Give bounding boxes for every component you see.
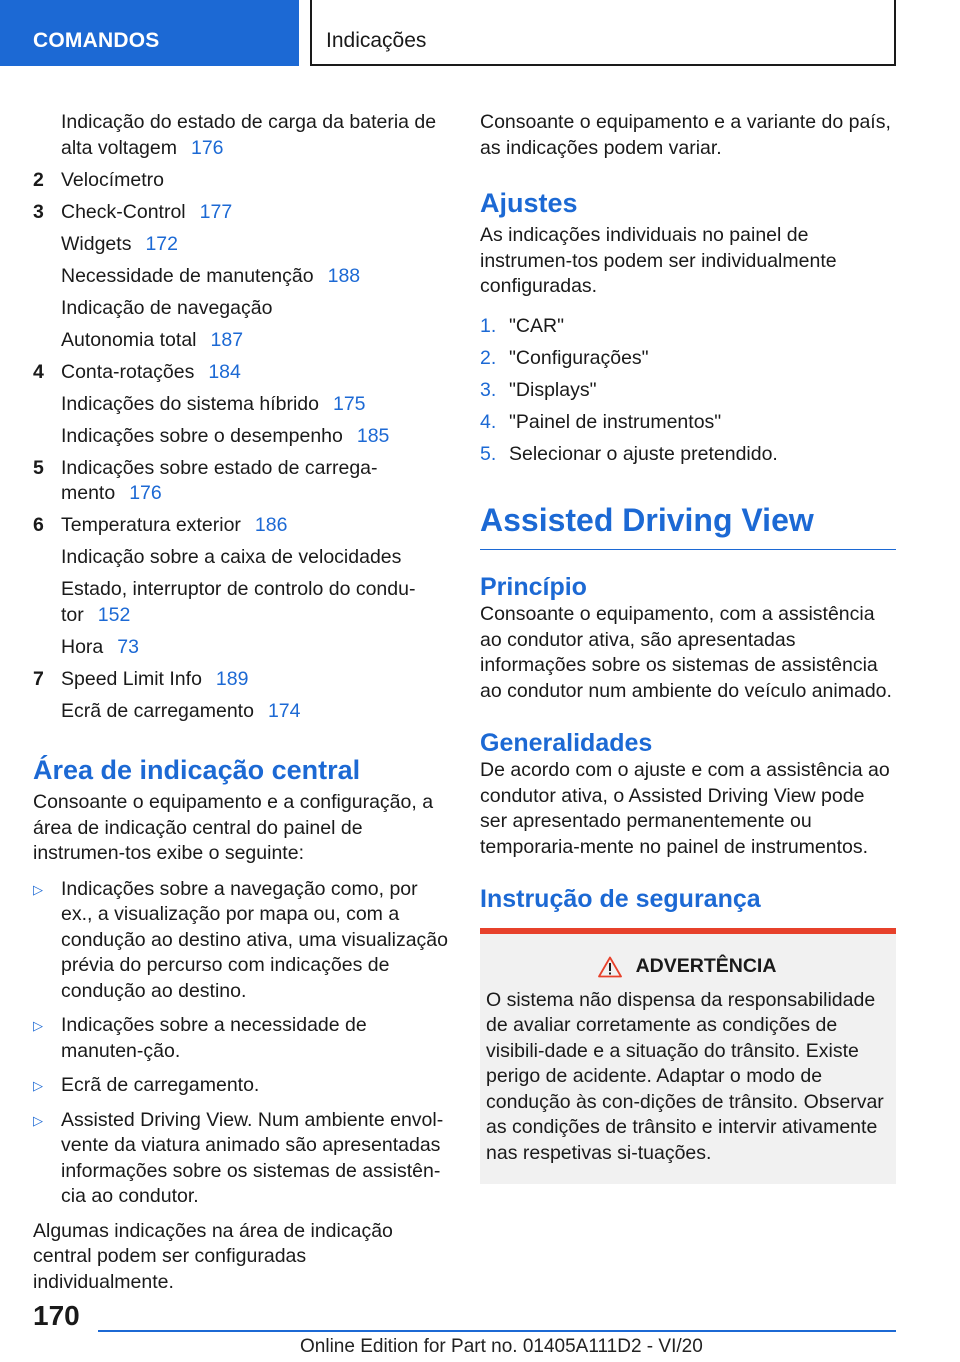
- triangle-bullet-icon: ▷: [33, 881, 43, 897]
- item-number: 4: [33, 360, 44, 383]
- generalidades-text: De acordo com o ajuste e com a assistência ao condutor ativa, o Assisted Driving View pode ser apresentado permanentemente ou temporaria-mente no painel de instrumentos.: [480, 759, 890, 858]
- step-text: "Painel de instrumentos": [509, 410, 722, 433]
- item-text: Check-Control: [61, 200, 186, 223]
- item-text: Velocímetro: [61, 168, 164, 191]
- page-ref-link[interactable]: 186: [254, 514, 288, 536]
- item-number: [33, 635, 61, 661]
- item-text: Speed Limit Info: [61, 667, 202, 690]
- page-ref-link[interactable]: 172: [145, 232, 178, 255]
- bullet-item: [33, 1013, 451, 1064]
- step-text: Selecionar o ajuste pretendido.: [509, 442, 778, 465]
- item-number: [33, 699, 61, 725]
- item-text-wrap: [61, 232, 451, 258]
- page-ref-link[interactable]: 73: [117, 635, 139, 658]
- item-number: [33, 545, 61, 571]
- central-area-heading: Área de indicação central: [33, 755, 361, 785]
- item-number: [33, 232, 61, 258]
- edition-text: Online Edition for Part no. 01405A111D2 - VI/20: [300, 1336, 703, 1357]
- triangle-bullet-icon: ▷: [33, 1018, 43, 1033]
- footer-divider: [98, 1330, 896, 1332]
- right-column: [480, 110, 896, 1184]
- item-text-wrap: [61, 200, 451, 226]
- principio-text: Consoante o equipamento, com a assistência ao condutor ativa, são apresentadas informações sobre os sistemas de assistência ao condutor num ambiente do veículo animado.: [480, 603, 892, 702]
- item-text: Necessidade de manutenção: [61, 264, 314, 287]
- step-item: [480, 346, 896, 372]
- item-text-wrap: [61, 577, 451, 628]
- item-number: [33, 424, 61, 450]
- item-text: Estado, interruptor de controlo do condu-tor: [61, 578, 416, 626]
- item-text-wrap: [61, 264, 451, 290]
- list-item: [33, 328, 451, 354]
- item-text-wrap: [61, 168, 451, 194]
- list-item: [33, 635, 451, 661]
- item-text: Indicação de navegação: [61, 296, 273, 319]
- page-ref-link[interactable]: 187: [210, 328, 244, 351]
- list-item: [33, 577, 451, 628]
- list-item: [33, 545, 451, 571]
- triangle-bullet-icon: ▷: [33, 1112, 43, 1128]
- generalidades-heading: Generalidades: [480, 729, 653, 757]
- item-number: 3: [33, 200, 44, 223]
- item-number: 6: [33, 514, 44, 536]
- item-number: 7: [33, 667, 44, 690]
- item-text: Indicações do sistema híbrido: [61, 392, 319, 415]
- list-item: [33, 232, 451, 258]
- page-ref-link[interactable]: 174: [267, 699, 301, 722]
- item-text: Indicação do estado de carga da bateria de alta voltagem: [61, 111, 437, 159]
- step-number: 4.: [480, 410, 497, 433]
- step-item: [480, 378, 896, 404]
- list-item: [33, 264, 451, 290]
- triangle-bullet-icon: ▷: [33, 1078, 43, 1093]
- step-text: "CAR": [509, 314, 565, 337]
- left-column: [33, 110, 451, 1295]
- item-number: 2: [33, 168, 44, 191]
- bullet-item: [33, 877, 451, 1005]
- item-text: Widgets: [61, 232, 132, 255]
- item-text-wrap: [61, 456, 451, 507]
- page-ref-link[interactable]: 184: [208, 360, 241, 383]
- step-text: "Displays": [509, 378, 597, 401]
- list-item: [33, 392, 451, 418]
- step-item: [480, 442, 896, 468]
- item-text-wrap: [61, 699, 451, 725]
- ajustes-text: As indicações individuais no painel de instrumen-tos podem ser individualmente configuradas.: [480, 224, 837, 297]
- step-item: [480, 410, 896, 436]
- bullet-text: Ecrã de carregamento.: [61, 1074, 260, 1096]
- variant-intro: Consoante o equipamento e a variante do país, as indicações podem variar.: [480, 111, 891, 159]
- item-text-wrap: [61, 328, 451, 354]
- item-number: [33, 296, 61, 322]
- warning-text: O sistema não dispensa da responsabilidade de avaliar corretamente as condições de visibili-dade e a situação do trânsito. Existe perigo de acidente. Adaptar o modo de condução às con-dições de trânsito. Observar as condições de trânsito e intervir ativamente nas respetivas si-tuações.: [486, 988, 884, 1164]
- item-text-wrap: [61, 392, 451, 418]
- item-text-wrap: [61, 635, 451, 661]
- item-text: Conta-rotações: [61, 360, 195, 383]
- central-area-intro: Consoante o equipamento e a configuração, a área de indicação central do painel de instrumen-tos exibe o seguinte:: [33, 791, 434, 864]
- indicator-list: [33, 110, 451, 724]
- page-ref-link[interactable]: 189: [215, 667, 249, 690]
- assisted-driving-view-heading: Assisted Driving View: [480, 501, 896, 550]
- item-text-wrap: [61, 513, 451, 539]
- item-number: [33, 577, 61, 628]
- item-text-wrap: [61, 667, 451, 693]
- seguranca-heading: Instrução de segurança: [480, 885, 761, 913]
- list-item: [33, 200, 451, 226]
- list-item: [33, 110, 451, 161]
- step-number: 3.: [480, 378, 497, 401]
- list-item: [33, 456, 451, 507]
- item-text: Indicações sobre o desempenho: [61, 424, 343, 447]
- item-text: Indicações sobre estado de carrega-mento: [61, 456, 378, 504]
- item-number: [33, 328, 61, 354]
- item-text-wrap: [61, 296, 451, 322]
- item-text: Indicação sobre a caixa de velocidades: [61, 546, 402, 568]
- page-ref-link[interactable]: 175: [332, 392, 366, 415]
- bullet-text: Indicações sobre a navegação como, por ex., a visualização por mapa ou, com a condução ao destino ativa, uma visualização prévia do percurso com indicações de condução ao destino.: [61, 877, 448, 1002]
- list-item: [33, 699, 451, 725]
- page-ref-link[interactable]: 176: [129, 482, 162, 504]
- warning-label: ADVERTÊNCIA: [635, 955, 777, 977]
- central-area-bullets: [33, 877, 451, 1210]
- warning-header: [486, 954, 888, 980]
- list-item: [33, 667, 451, 693]
- page-ref-link[interactable]: 177: [199, 200, 233, 223]
- bullet-text: Assisted Driving View. Num ambiente envol-vente da viatura animado são apresentadas informações sobre os sistemas de assistên-cia ao condutor.: [61, 1108, 444, 1207]
- item-number: [33, 264, 61, 290]
- section-tab: [0, 0, 299, 66]
- warning-triangle-icon: [598, 956, 622, 978]
- list-item: [33, 360, 451, 386]
- list-item: [33, 296, 451, 322]
- chapter-tab: [310, 0, 896, 66]
- page-ref-link[interactable]: 176: [190, 136, 224, 159]
- list-item: [33, 424, 451, 450]
- list-item: [33, 513, 451, 539]
- list-item: [33, 168, 451, 194]
- item-number: [33, 392, 61, 418]
- step-item: [480, 314, 896, 340]
- step-number: 2.: [480, 346, 497, 369]
- ajustes-heading: Ajustes: [480, 188, 578, 218]
- page-number: 170: [33, 1300, 80, 1331]
- page-ref-link[interactable]: 152: [97, 603, 131, 626]
- item-text: Ecrã de carregamento: [61, 699, 254, 722]
- ajustes-steps: [480, 314, 896, 468]
- page-ref-link[interactable]: 188: [327, 264, 361, 287]
- chapter-title: Indicações: [326, 29, 427, 52]
- principio-heading: Princípio: [480, 573, 587, 601]
- item-text-wrap: [61, 110, 451, 161]
- step-text: "Configurações": [509, 346, 649, 369]
- item-text: Hora: [61, 635, 104, 658]
- item-number: [33, 110, 61, 161]
- item-text-wrap: [61, 545, 451, 571]
- item-number: 5: [33, 456, 44, 479]
- page-ref-link[interactable]: 185: [356, 424, 390, 447]
- item-text: Temperatura exterior: [61, 514, 241, 536]
- item-text-wrap: [61, 360, 451, 386]
- warning-box: [480, 928, 896, 1184]
- bullet-item: [33, 1108, 451, 1210]
- item-text: Autonomia total: [61, 328, 197, 351]
- section-title: COMANDOS: [33, 29, 160, 52]
- step-number: 5.: [480, 442, 497, 465]
- bullet-item: [33, 1073, 451, 1099]
- step-number: 1.: [480, 314, 497, 337]
- central-area-outro: Algumas indicações na área de indicação central podem ser configuradas individualmente.: [33, 1219, 393, 1293]
- item-text-wrap: [61, 424, 451, 450]
- bullet-text: Indicações sobre a necessidade de manuten-ção.: [61, 1014, 367, 1062]
